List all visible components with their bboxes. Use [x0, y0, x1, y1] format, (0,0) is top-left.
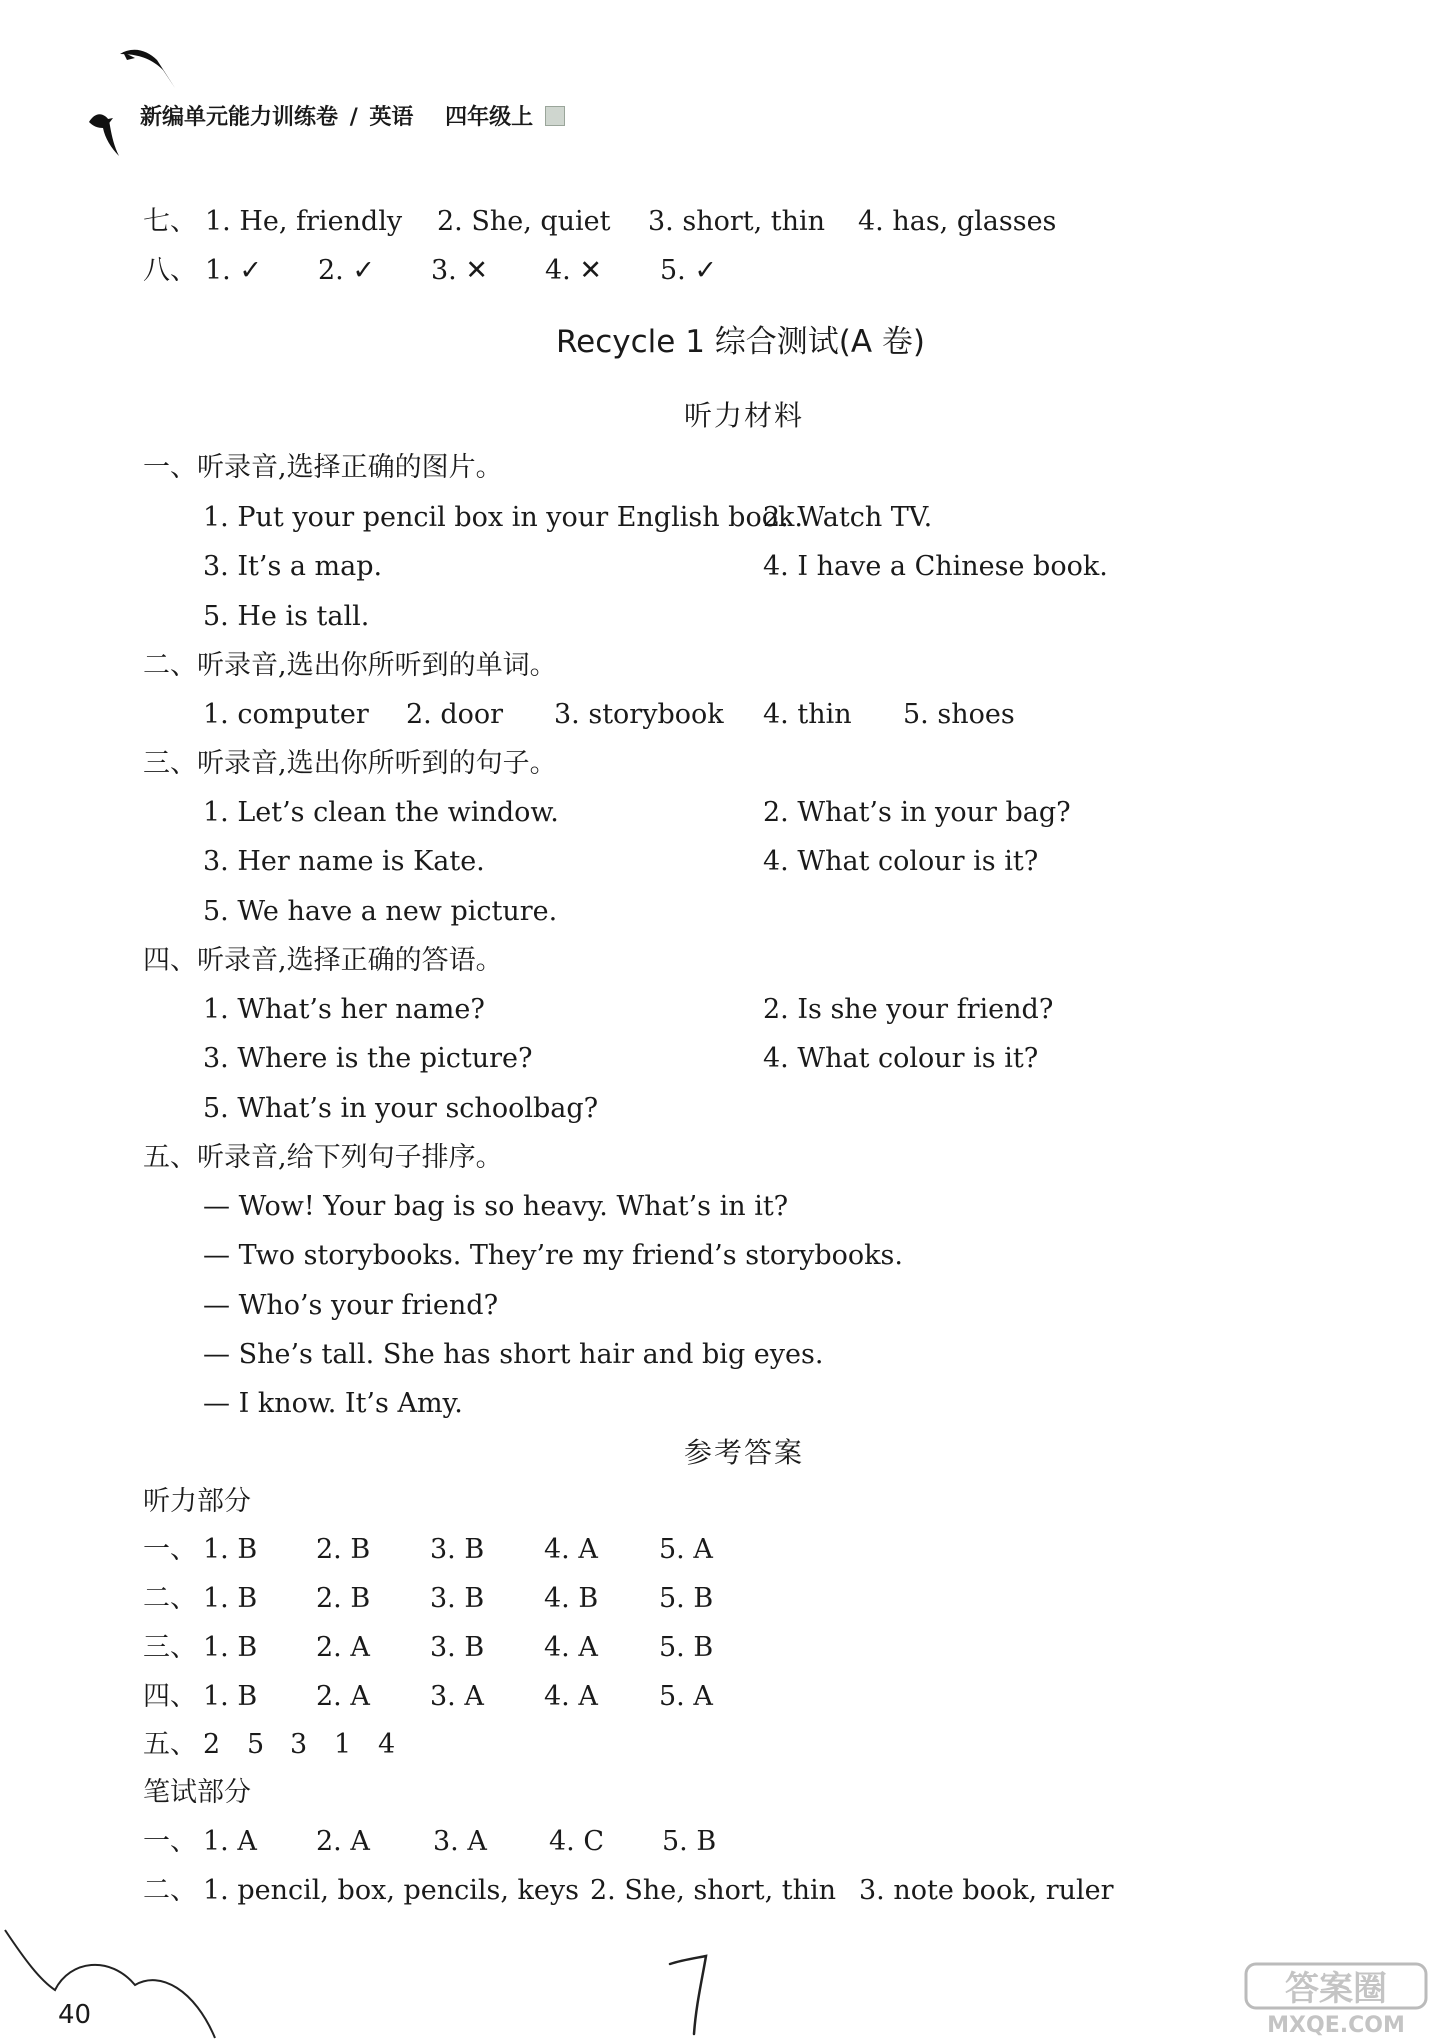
dialogue-line: — Who’s your friend?: [203, 1290, 499, 1321]
answer-item: 4. A: [544, 1632, 598, 1663]
answer-item: 5. B: [659, 1632, 714, 1663]
answer-item: 3. B: [430, 1534, 485, 1565]
listening-item: 5. What’s in your schoolbag?: [203, 1093, 599, 1124]
header-slash: /: [349, 105, 358, 130]
answer-item: 4: [378, 1729, 396, 1760]
section-heading: 四、听录音,选择正确的答语。: [143, 945, 503, 976]
answer-item: 4. has, glasses: [858, 206, 1057, 237]
section-heading: 二、听录音,选出你所听到的单词。: [143, 650, 557, 681]
row-label: 四、: [143, 1681, 197, 1712]
answer-item: 3: [290, 1729, 308, 1760]
listening-item: 3. Her name is Kate.: [203, 846, 485, 877]
listening-item: 3. storybook: [554, 699, 724, 730]
listening-item: 4. thin: [763, 699, 852, 730]
answer-item: 2. B: [316, 1583, 371, 1614]
listening-title: 听力材料: [684, 399, 805, 432]
dialogue-line: — Two storybooks. They’re my friend’s storybooks.: [203, 1240, 903, 1271]
listening-item: 5. We have a new picture.: [203, 896, 558, 927]
answer-item: 5. B: [662, 1826, 717, 1857]
answer-row-q8: [143, 257, 197, 284]
listening-item: 5. He is tall.: [203, 601, 370, 632]
answers-title: 参考答案: [684, 1436, 805, 1469]
svg-text:MXQE.COM: MXQE.COM: [1267, 2013, 1405, 2038]
written-part-title: 笔试部分: [143, 1777, 251, 1808]
header-square-icon: [545, 106, 565, 126]
answer-item: 1. B: [203, 1583, 258, 1614]
listening-item: 3. It’s a map.: [203, 551, 383, 582]
answer-row-q7: [143, 208, 197, 235]
dialogue-line: — I know. It’s Amy.: [203, 1388, 463, 1419]
answer-item: 4. A: [544, 1534, 598, 1565]
section-heading: 五、听录音,给下列句子排序。: [143, 1142, 503, 1173]
row-label: 八、: [143, 255, 197, 286]
section-heading: 一、听录音,选择正确的图片。: [143, 452, 503, 483]
answer-item: 5. A: [659, 1681, 713, 1712]
row-label: 二、: [143, 1875, 197, 1906]
listening-item: 2. door: [406, 699, 504, 730]
answer-item: 2: [203, 1729, 221, 1760]
listening-item: 1. Let’s clean the window.: [203, 797, 559, 828]
grade-label: 四年级上: [445, 105, 534, 130]
answer-item: 1. He, friendly: [205, 206, 403, 237]
dialogue-line: — She’s tall. She has short hair and big eyes.: [203, 1339, 824, 1370]
answer-item: 3. A: [433, 1826, 487, 1857]
answer-item: 1: [334, 1729, 352, 1760]
answer-item: 5. ✓: [660, 255, 717, 286]
watermark-logo: [1240, 1960, 1435, 2038]
row-label: 二、: [143, 1583, 197, 1614]
answer-item: 3. B: [430, 1632, 485, 1663]
page-number: 40: [58, 2000, 92, 2030]
listening-item: 2. What’s in your bag?: [763, 797, 1071, 828]
listening-item: 3. Where is the picture?: [203, 1043, 533, 1074]
dialogue-line: — Wow! Your bag is so heavy. What’s in it?: [203, 1191, 789, 1222]
row-label: 一、: [143, 1826, 197, 1857]
handwritten-mark: [660, 1950, 720, 2040]
listening-part-title: 听力部分: [143, 1486, 251, 1517]
answer-item: 3. short, thin: [648, 206, 826, 237]
answer-item: 4. ✕: [545, 255, 602, 286]
listening-item: 5. shoes: [903, 699, 1015, 730]
answer-item: 1. B: [203, 1632, 258, 1663]
row-label: 一、: [143, 1534, 197, 1565]
answer-item: 2. A: [316, 1632, 370, 1663]
listening-item: 2. Is she your friend?: [763, 994, 1054, 1025]
answer-item: 3. ✕: [431, 255, 488, 286]
answer-item: 4. B: [544, 1583, 599, 1614]
answer-item: 4. C: [549, 1826, 605, 1857]
test-title: Recycle 1 综合测试(A 卷): [556, 324, 926, 360]
subject-label: 英语: [369, 105, 414, 130]
answer-item: 2. A: [316, 1826, 370, 1857]
answer-item: 5. A: [659, 1534, 713, 1565]
answer-item: 3. B: [430, 1583, 485, 1614]
answer-item: 3. note book, ruler: [859, 1875, 1114, 1906]
answer-item: 1. ✓: [205, 255, 262, 286]
row-label: 三、: [143, 1632, 197, 1663]
answer-item: 1. pencil, box, pencils, keys: [203, 1875, 579, 1906]
answer-item: 5: [247, 1729, 265, 1760]
answer-item: 5. B: [659, 1583, 714, 1614]
answer-item: 2. She, short, thin: [590, 1875, 837, 1906]
listening-item: 1. What’s her name?: [203, 994, 485, 1025]
listening-item: 1. Put your pencil box in your English book.: [203, 502, 803, 533]
listening-item: 4. What colour is it?: [763, 1043, 1039, 1074]
answer-item: 1. B: [203, 1534, 258, 1565]
cloud-decoration-icon: [0, 1920, 230, 2041]
svg-text:答案圈: 答案圈: [1285, 1969, 1387, 2009]
book-header: [140, 100, 565, 131]
answer-item: 2. B: [316, 1534, 371, 1565]
answer-item: 2. A: [316, 1681, 370, 1712]
book-title: 新编单元能力训练卷: [140, 105, 339, 130]
listening-item: 4. I have a Chinese book.: [763, 551, 1108, 582]
row-label: 七、: [143, 206, 197, 237]
listening-item: 4. What colour is it?: [763, 846, 1039, 877]
answer-item: 4. A: [544, 1681, 598, 1712]
answer-item: 1. A: [203, 1826, 257, 1857]
answer-item: 2. ✓: [318, 255, 375, 286]
section-heading: 三、听录音,选出你所听到的句子。: [143, 748, 557, 779]
listening-item: 2. Watch TV.: [763, 502, 933, 533]
row-label: 五、: [143, 1729, 197, 1760]
answer-item: 1. B: [203, 1681, 258, 1712]
answer-item: 3. A: [430, 1681, 484, 1712]
answer-item: 2. She, quiet: [437, 206, 611, 237]
listening-item: 1. computer: [203, 699, 369, 730]
